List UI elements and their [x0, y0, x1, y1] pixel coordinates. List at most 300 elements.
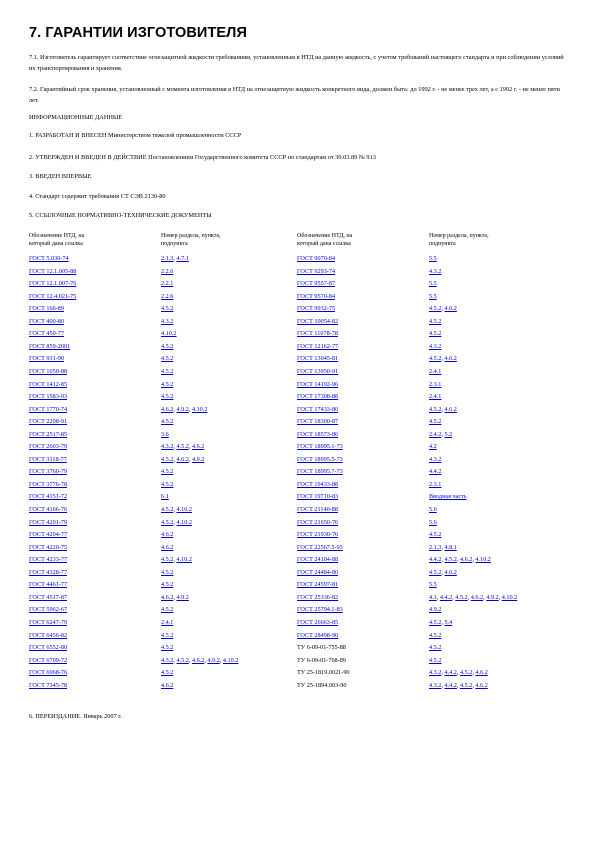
right-section-cell: [429, 580, 437, 589]
right-doc-cell: [297, 430, 338, 439]
table-row: [29, 605, 569, 618]
section-link[interactable]: 4.5.2: [161, 518, 174, 526]
doc-link[interactable]: ГОСТ 4328-77: [29, 568, 68, 576]
section-link[interactable]: 4.5.2: [176, 443, 189, 451]
section-link[interactable]: 4.5.2: [429, 330, 442, 338]
section-link[interactable]: 4.6.2: [444, 568, 457, 576]
right-doc-cell: [297, 530, 338, 539]
doc-link[interactable]: ГОСТ 9932-75: [297, 305, 336, 313]
section-link[interactable]: 4.5.2: [161, 606, 174, 614]
doc-link[interactable]: ГОСТ 18300-87: [297, 418, 339, 426]
section-link[interactable]: 4.5.2: [429, 618, 442, 626]
doc-link[interactable]: ГОСТ 1412-85: [29, 380, 68, 388]
doc-link[interactable]: ГОСТ 5.030-74: [29, 255, 69, 262]
table-row: [29, 518, 569, 531]
table-row: [29, 668, 569, 681]
section-link[interactable]: 5.5: [429, 255, 437, 262]
section-link[interactable]: 4.5.2: [161, 468, 174, 476]
left-section-cell: [161, 643, 173, 652]
doc-link[interactable]: ГОСТ 3118-77: [29, 455, 67, 463]
section-link[interactable]: 4.3.2: [429, 669, 442, 677]
doc-link[interactable]: ГОСТ 3776-78: [29, 480, 68, 488]
separator: ,: [472, 669, 476, 677]
separator: ,: [173, 506, 177, 513]
page-title: 7. ГАРАНТИИ ИЗГОТОВИТЕЛЯ: [29, 25, 247, 41]
section-link[interactable]: 4.6.2: [459, 556, 473, 564]
info-item-3: 3. ВВЕДЕН ВПЕРВЫЕ: [29, 173, 92, 180]
doc-link[interactable]: ГОСТ 22567.5-93: [297, 543, 343, 551]
doc-link[interactable]: ГОСТ 21140-88: [297, 506, 338, 513]
section-link[interactable]: 4.5.2: [161, 644, 174, 652]
doc-link[interactable]: ГОСТ 25794.1-83: [297, 606, 343, 614]
left-doc-cell: [29, 279, 76, 288]
section-link[interactable]: 4.5.2: [161, 480, 174, 488]
separator: ,: [173, 443, 177, 451]
section-link[interactable]: Вводная часть: [429, 493, 467, 501]
right-doc-cell: [297, 643, 346, 652]
section-link[interactable]: 4.5.2: [429, 631, 442, 639]
section-link[interactable]: 4.9.2: [176, 593, 189, 601]
section-link[interactable]: 4.6.2: [444, 355, 457, 363]
right-section-cell: [429, 656, 441, 665]
doc-link[interactable]: ГОСТ 17433-80: [297, 405, 339, 413]
doc-link[interactable]: ГОСТ 9293-74: [297, 267, 336, 275]
section-link[interactable]: 4.5.2: [161, 367, 174, 375]
section-link[interactable]: 4.10.2: [161, 330, 177, 338]
separator: ,: [188, 656, 192, 664]
right-doc-cell: [297, 455, 343, 464]
section-link[interactable]: 4.4.2: [439, 593, 453, 601]
section-link[interactable]: 4.5.2: [161, 305, 174, 313]
section-link[interactable]: 2.3.1: [429, 480, 442, 488]
doc-link[interactable]: ГОСТ 18995.1-73: [297, 443, 343, 451]
section-link[interactable]: 4.5.2: [429, 644, 442, 652]
separator: ,: [173, 518, 177, 526]
separator: ,: [441, 669, 445, 677]
section-link[interactable]: 4.5.2: [161, 631, 174, 639]
table-row: [29, 618, 569, 631]
section-link[interactable]: 2.4.1: [429, 367, 442, 375]
separator: ,: [173, 556, 177, 564]
section-link[interactable]: 4.5.2: [161, 506, 174, 513]
right-section-cell: [429, 618, 452, 627]
doc-link[interactable]: ГОСТ 12.1.007-76: [29, 280, 77, 288]
doc-link[interactable]: ГОСТ 12.1.005-88: [29, 267, 77, 275]
doc-link[interactable]: ГОСТ 24597-81: [297, 581, 339, 589]
separator: ,: [441, 405, 445, 413]
section-link[interactable]: 4.5.2: [429, 355, 442, 363]
section-link[interactable]: 4.5.2: [161, 455, 174, 463]
doc-link[interactable]: ГОСТ 4461-77: [29, 581, 68, 589]
doc-link[interactable]: ГОСТ 4220-75: [29, 543, 68, 551]
left-section-cell: [161, 631, 173, 640]
left-section-cell: [161, 442, 204, 451]
doc-link[interactable]: ГОСТ 24484-80: [297, 568, 339, 576]
section-link[interactable]: 4.10.2: [191, 405, 208, 413]
right-doc-cell: [297, 405, 338, 414]
section-link[interactable]: 4.6.2: [475, 669, 488, 677]
table-row: [29, 367, 569, 380]
left-doc-cell: [29, 467, 67, 476]
right-section-cell: [429, 354, 457, 363]
doc-label: ТУ 6-09-01-768-89: [297, 656, 346, 664]
section-link[interactable]: 4.5.2: [429, 531, 442, 539]
table-row: [29, 530, 569, 543]
separator: ,: [441, 355, 445, 363]
paragraph-7-1-text: 7.1. Изготовитель гарантирует соответствие огнезащитной жидкости требованиям, установленным в НТД на данную жидкость, с учетом требований настоящего стандарта и при соблюдении условий их транспортирования и хранения.: [29, 54, 564, 72]
section-link[interactable]: 4.5.2: [429, 656, 442, 664]
section-link[interactable]: 4.4.2: [444, 669, 457, 677]
table-row: [29, 580, 569, 593]
doc-link[interactable]: ГОСТ 4166-76: [29, 506, 68, 513]
paragraph-7-2: [29, 85, 569, 106]
section-link[interactable]: 4.10.2: [222, 656, 239, 664]
left-doc-cell: [29, 430, 67, 439]
doc-link[interactable]: ГОСТ 4151-72: [29, 493, 68, 501]
left-section-cell: [161, 267, 173, 276]
section-link[interactable]: 5.5: [429, 280, 437, 288]
section-link[interactable]: 4.6.2: [176, 455, 189, 463]
doc-link[interactable]: ГОСТ 4204-77: [29, 531, 68, 539]
info-item-5: 5. ССЫЛОЧНЫЕ НОРМАТИВНО-ТЕХНИЧЕСКИЕ ДОКУМЕНТЫ: [29, 212, 212, 219]
left-section-cell: [161, 430, 169, 439]
table-row: [29, 317, 569, 330]
section-link[interactable]: 4.5.2: [429, 305, 442, 313]
section-link[interactable]: 4.6.2: [444, 305, 457, 313]
left-section-cell: [161, 254, 189, 263]
doc-link[interactable]: ГОСТ 10054-82: [297, 317, 339, 325]
table-row: [29, 455, 569, 468]
section-link[interactable]: 4.7.1: [176, 255, 189, 262]
section-link[interactable]: 4.6.2: [161, 593, 174, 601]
section-link[interactable]: 4.5.2: [429, 418, 442, 426]
doc-link[interactable]: ГОСТ 2208-91: [29, 418, 68, 426]
section-link[interactable]: 4.5.2: [161, 355, 174, 363]
doc-link[interactable]: ГОСТ 21650-76: [297, 518, 339, 526]
section-link[interactable]: 5.6: [429, 506, 437, 513]
doc-link[interactable]: ГОСТ 12.4.021-75: [29, 292, 77, 300]
doc-link[interactable]: ГОСТ 9557-87: [297, 280, 336, 288]
right-doc-cell: [297, 480, 338, 489]
section-link[interactable]: 2.4.1: [161, 618, 174, 626]
right-section-cell: [429, 518, 437, 527]
section-link[interactable]: 4.10.2: [176, 518, 192, 526]
doc-link[interactable]: ГОСТ 21930-76: [297, 531, 339, 539]
doc-link[interactable]: ГОСТ 13045-81: [297, 355, 339, 363]
doc-link[interactable]: ГОСТ 24104-88: [297, 556, 339, 564]
separator: ,: [456, 681, 460, 689]
right-doc-cell: [297, 543, 343, 552]
right-doc-cell: [297, 555, 338, 564]
section-link[interactable]: 4.2: [429, 443, 437, 451]
left-doc-cell: [29, 505, 67, 514]
section-link[interactable]: 4.5.2: [161, 342, 174, 350]
right-doc-cell: [297, 631, 338, 640]
section-link[interactable]: 4.9.2: [191, 455, 205, 463]
table-row: [29, 643, 569, 656]
left-section-cell: [161, 681, 173, 690]
section-link[interactable]: 2.2.6: [161, 292, 174, 300]
doc-label: ТУ 25-1894.003-90: [297, 681, 347, 689]
left-section-cell: [161, 668, 173, 677]
left-doc-header: [29, 232, 84, 248]
section-link[interactable]: 4.5.2: [176, 656, 189, 664]
right-section-cell: [429, 467, 441, 476]
separator: ,: [483, 593, 487, 601]
section-link[interactable]: 4.5.2: [161, 669, 174, 677]
separator: ,: [436, 593, 440, 601]
doc-link[interactable]: ГОСТ 17308-88: [297, 393, 339, 401]
left-doc-cell: [29, 317, 64, 326]
doc-link[interactable]: ГОСТ 19433-88: [297, 480, 339, 488]
table-row: [29, 442, 569, 455]
right-section-cell: [429, 317, 441, 326]
section-link[interactable]: 4.10.2: [176, 556, 192, 564]
section-link[interactable]: 5.4: [444, 618, 453, 626]
separator: ,: [456, 556, 460, 564]
section-link[interactable]: 4.5.2: [459, 669, 473, 677]
section-link[interactable]: 4.5.2: [161, 393, 174, 401]
section-link[interactable]: 4.9.2: [486, 593, 499, 601]
section-link[interactable]: 4.3.2: [429, 681, 442, 689]
table-row: [29, 593, 569, 606]
left-section-cell: [161, 656, 238, 665]
doc-link[interactable]: ГОСТ 18995.5-73: [297, 455, 343, 463]
left-doc-cell: [29, 555, 67, 564]
left-section-cell: [161, 568, 173, 577]
doc-link[interactable]: ГОСТ 1583-93: [29, 393, 68, 401]
section-link[interactable]: 4.6.2: [444, 405, 457, 413]
doc-link[interactable]: ГОСТ 26663-85: [297, 618, 339, 626]
right-section-cell: [429, 304, 457, 313]
info-item-4: 4. Стандарт содержит требования СТ СЭВ 2130-80: [29, 193, 166, 200]
left-section-cell: [161, 342, 173, 351]
doc-link[interactable]: ГОСТ 25336-82: [297, 593, 339, 601]
section-link[interactable]: 4.3.2: [429, 455, 442, 463]
section-link[interactable]: 4.3.2: [161, 656, 174, 664]
doc-link[interactable]: ГОСТ 2603-79: [29, 443, 68, 451]
doc-link[interactable]: ГОСТ 9070-84: [297, 255, 336, 262]
right-section-cell: [429, 380, 441, 389]
doc-link[interactable]: ГОСТ 6456-82: [29, 631, 68, 639]
section-link[interactable]: 4.3.2: [161, 443, 174, 451]
doc-link[interactable]: ГОСТ 6968-76: [29, 669, 68, 677]
section-link[interactable]: 4.6.2: [191, 443, 205, 451]
left-doc-cell: [29, 380, 67, 389]
left-section-cell: [161, 467, 173, 476]
doc-link[interactable]: ГОСТ 18573-86: [297, 430, 339, 438]
left-doc-cell: [29, 518, 67, 527]
doc-link[interactable]: ГОСТ 859-2001: [29, 342, 71, 350]
left-doc-cell: [29, 593, 67, 602]
left-section-cell: [161, 367, 173, 376]
section-link[interactable]: 4.6.2: [475, 681, 488, 689]
section-link[interactable]: 4.4.2: [429, 556, 442, 564]
left-doc-header-line1: Обозначение НТД, на: [29, 233, 85, 239]
table-row: [29, 304, 569, 317]
section-link[interactable]: 4.4.2: [429, 468, 442, 476]
info-item-2: 2. УТВЕРЖДЕН И ВВЕДЕН В ДЕЙСТВИЕ Постановлением Государственного комитета СССР по стандартам от 30.03.89 № 913: [29, 154, 376, 161]
doc-link[interactable]: ГОСТ 6247-79: [29, 618, 68, 626]
left-doc-cell: [29, 492, 67, 501]
doc-link[interactable]: ГОСТ 28498-90: [297, 631, 339, 639]
info-item-6: 6. ПЕРЕИЗДАНИЕ. Январь 2007 г.: [29, 713, 122, 720]
left-section-cell: [161, 580, 173, 589]
doc-link[interactable]: ГОСТ 1770-74: [29, 405, 68, 413]
right-section-cell: [429, 392, 441, 401]
section-link[interactable]: 4.10.2: [501, 593, 518, 601]
doc-link[interactable]: ГОСТ 13950-91: [297, 367, 339, 375]
left-doc-cell: [29, 455, 67, 464]
section-link[interactable]: 3.6: [161, 430, 169, 438]
doc-link[interactable]: ГОСТ 12162-77: [297, 342, 339, 350]
right-section-cell: [429, 292, 437, 301]
section-link[interactable]: 4.9.2: [207, 656, 220, 664]
doc-link[interactable]: ГОСТ 931-90: [29, 355, 64, 363]
section-link[interactable]: 4.5.2: [161, 418, 174, 426]
right-doc-cell: [297, 518, 338, 527]
paragraph-7-1: [29, 53, 569, 74]
left-doc-cell: [29, 405, 67, 414]
separator: ,: [441, 430, 445, 438]
right-section-cell: [429, 367, 441, 376]
separator: ,: [472, 556, 476, 564]
doc-link[interactable]: ГОСТ 2517-85: [29, 430, 68, 438]
section-link[interactable]: 4.3.2: [429, 342, 442, 350]
doc-link[interactable]: ГОСТ 6709-72: [29, 656, 68, 664]
table-row: [29, 392, 569, 405]
right-section-cell: [429, 442, 437, 451]
left-section-cell: [161, 417, 173, 426]
right-doc-cell: [297, 681, 346, 690]
left-doc-cell: [29, 580, 67, 589]
right-doc-cell: [297, 267, 335, 276]
section-link[interactable]: 6.1: [161, 493, 169, 501]
section-link[interactable]: 2.3.1: [429, 380, 442, 388]
section-link[interactable]: 4.5.2: [161, 581, 174, 589]
right-section-cell: [429, 568, 457, 577]
section-link[interactable]: 4.10.2: [176, 506, 192, 513]
section-link[interactable]: 4.6.2: [161, 543, 174, 551]
section-link[interactable]: 5.5: [429, 581, 437, 589]
section-link[interactable]: 2.1.3: [161, 255, 174, 262]
left-doc-cell: [29, 254, 69, 263]
section-link[interactable]: 4.6.2: [470, 593, 484, 601]
right-doc-cell: [297, 367, 338, 376]
doc-link[interactable]: ГОСТ 14192-96: [297, 380, 339, 388]
doc-link[interactable]: ГОСТ 7345-78: [29, 681, 68, 689]
section-link[interactable]: 4.5.2: [429, 405, 442, 413]
section-link[interactable]: 4.5.2: [455, 593, 468, 601]
table-row: [29, 480, 569, 493]
left-doc-cell: [29, 543, 67, 552]
section-link[interactable]: 2.4.2: [429, 430, 442, 438]
left-doc-cell: [29, 668, 67, 677]
doc-link[interactable]: ГОСТ 5962-67: [29, 606, 68, 614]
doc-link[interactable]: ГОСТ 166-89: [29, 305, 64, 313]
doc-link[interactable]: ГОСТ 6552-80: [29, 644, 68, 652]
section-link[interactable]: 4.6.2: [191, 656, 205, 664]
right-section-cell: [429, 631, 441, 640]
left-doc-cell: [29, 367, 67, 376]
right-doc-cell: [297, 467, 343, 476]
section-link[interactable]: 4.9.2: [176, 405, 189, 413]
section-link[interactable]: 2.4.1: [429, 393, 442, 401]
right-section-cell: [429, 342, 441, 351]
doc-link[interactable]: ГОСТ 4517-87: [29, 593, 68, 601]
left-section-cell: [161, 392, 173, 401]
section-link[interactable]: 2.2.6: [161, 267, 174, 275]
table-row: [29, 492, 569, 505]
doc-link[interactable]: ГОСТ 400-80: [29, 317, 64, 325]
section-link[interactable]: 5.2: [444, 430, 453, 438]
section-link[interactable]: 4.3.2: [161, 317, 174, 325]
section-link[interactable]: 4.5.2: [429, 568, 442, 576]
left-section-cell: [161, 505, 192, 514]
separator: ,: [173, 255, 177, 262]
section-link[interactable]: 4.6.2: [161, 405, 174, 413]
doc-link[interactable]: ГОСТ 3760-79: [29, 468, 68, 476]
right-doc-cell: [297, 279, 335, 288]
doc-link[interactable]: ГОСТ 9570-84: [297, 292, 336, 300]
section-link[interactable]: 4.5.2: [161, 568, 174, 576]
section-link[interactable]: 4.4.2: [444, 681, 457, 689]
section-link[interactable]: 4.6.2: [161, 531, 174, 539]
section-link[interactable]: 2.1.3: [429, 543, 442, 551]
doc-link[interactable]: ГОСТ 450-77: [29, 330, 64, 338]
right-doc-cell: [297, 329, 338, 338]
left-section-cell: [161, 605, 173, 614]
separator: ,: [441, 568, 445, 576]
left-doc-cell: [29, 417, 67, 426]
section-link[interactable]: 4.9.2: [429, 606, 442, 614]
section-link[interactable]: 4.5.2: [161, 556, 174, 564]
doc-link[interactable]: ГОСТ 4201-79: [29, 518, 68, 526]
doc-link[interactable]: ГОСТ 11078-78: [297, 330, 338, 338]
left-section-cell: [161, 555, 192, 564]
right-section-cell: [429, 505, 437, 514]
left-doc-cell: [29, 530, 67, 539]
section-link[interactable]: 4.8.1: [444, 543, 457, 551]
doc-link[interactable]: ГОСТ 1050-88: [29, 367, 68, 375]
section-link[interactable]: 4.1: [429, 593, 437, 601]
section-link[interactable]: 4.6.2: [161, 681, 174, 689]
section-link[interactable]: 4.5.2: [161, 380, 174, 388]
right-doc-cell: [297, 492, 338, 501]
doc-link[interactable]: ГОСТ 19710-83: [297, 493, 339, 501]
doc-link[interactable]: ГОСТ 4233-77: [29, 556, 68, 564]
section-link[interactable]: 4.5.2: [429, 317, 442, 325]
right-doc-cell: [297, 656, 346, 665]
table-row: [29, 505, 569, 518]
right-doc-cell: [297, 392, 338, 401]
doc-link[interactable]: ГОСТ 18995.7-73: [297, 468, 343, 476]
section-link[interactable]: 4.3.2: [429, 267, 442, 275]
right-doc-header: [297, 232, 352, 248]
left-section-cell: [161, 618, 173, 627]
table-row: [29, 555, 569, 568]
left-doc-cell: [29, 656, 67, 665]
section-link[interactable]: 4.5.2: [459, 681, 473, 689]
section-link[interactable]: 5.5: [429, 292, 437, 300]
table-row: [29, 430, 569, 443]
section-link[interactable]: 2.2.1: [161, 280, 174, 288]
section-link[interactable]: 4.10.2: [475, 556, 491, 564]
right-doc-cell: [297, 354, 338, 363]
separator: ,: [188, 455, 192, 463]
section-link[interactable]: 4.5.2: [444, 556, 457, 564]
section-link[interactable]: 5.6: [429, 518, 437, 526]
